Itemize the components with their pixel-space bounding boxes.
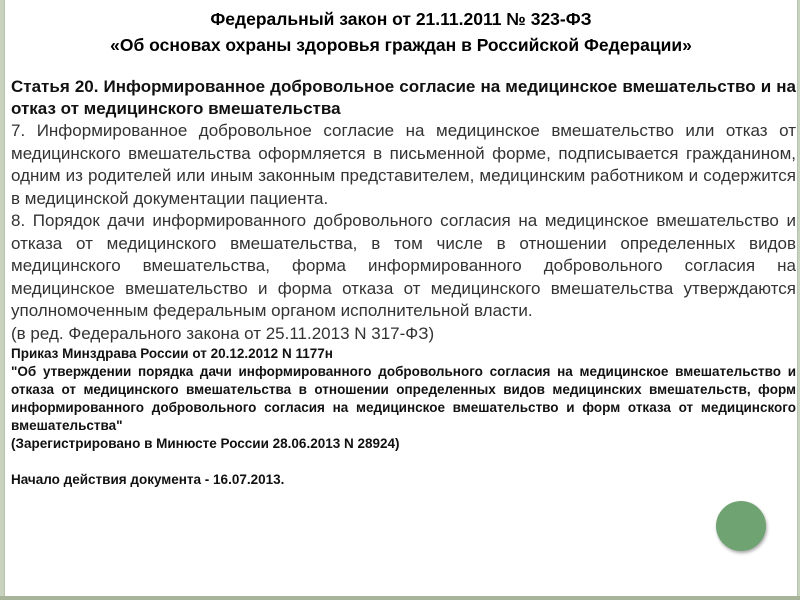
article-heading: Статья 20. Информированное добровольное согласие на медицинское вмешательство и на отказ от медицинского вмешательства bbox=[11, 77, 796, 118]
title-law-name: «Об основах охраны здоровья граждан в Российской Федерации» bbox=[110, 35, 692, 55]
title-law-number: Федеральный закон от 21.11.2011 № 323-ФЗ bbox=[210, 9, 592, 29]
paragraph-7: 7. Информированное добровольное согласие на медицинское вмешательство или отказ от медицинского вмешательства оформляется в письменной форме, подписывается гражданином, одним из родителей или иным законным представителем, медицинским работником и содержится в медицинской документации пациента. bbox=[11, 121, 796, 208]
paragraph-8: 8. Порядок дачи информированного добровольного согласия на медицинское вмешательство и отказа от медицинского вмешательства, в том числе в отношении определенных видов медицинского вмешательства, форма информированного добровольного согласия на медицинское вмешательство и форма отказа от медицинского вмешательства утверждаются уполномоченным федеральным органом исполнительной власти. bbox=[11, 211, 796, 320]
order-text: "Об утверждении порядка дачи информированного добровольного согласия на медицинское вмешательство и отказа от медицинского вмешательства в отношении определенных видов медицинских вмешательств, форм информированного добровольного согласия на медицинское вмешательство и форм отказа от медицинского вмешательства" bbox=[11, 364, 796, 433]
decorative-circle bbox=[716, 501, 766, 551]
order-title: Приказ Минздрава России от 20.12.2012 N 1177н bbox=[11, 346, 333, 361]
bottom-border bbox=[0, 596, 800, 600]
slide-title bbox=[5, 6, 797, 58]
slide-content bbox=[11, 76, 796, 489]
slide bbox=[4, 0, 798, 596]
amendment-note: (в ред. Федерального закона от 25.11.2013 N 317-ФЗ) bbox=[11, 323, 435, 343]
start-date: Начало действия документа - 16.07.2013. bbox=[11, 472, 285, 487]
order-registration: (Зарегистрировано в Минюсте России 28.06.2013 N 28924) bbox=[11, 436, 400, 451]
